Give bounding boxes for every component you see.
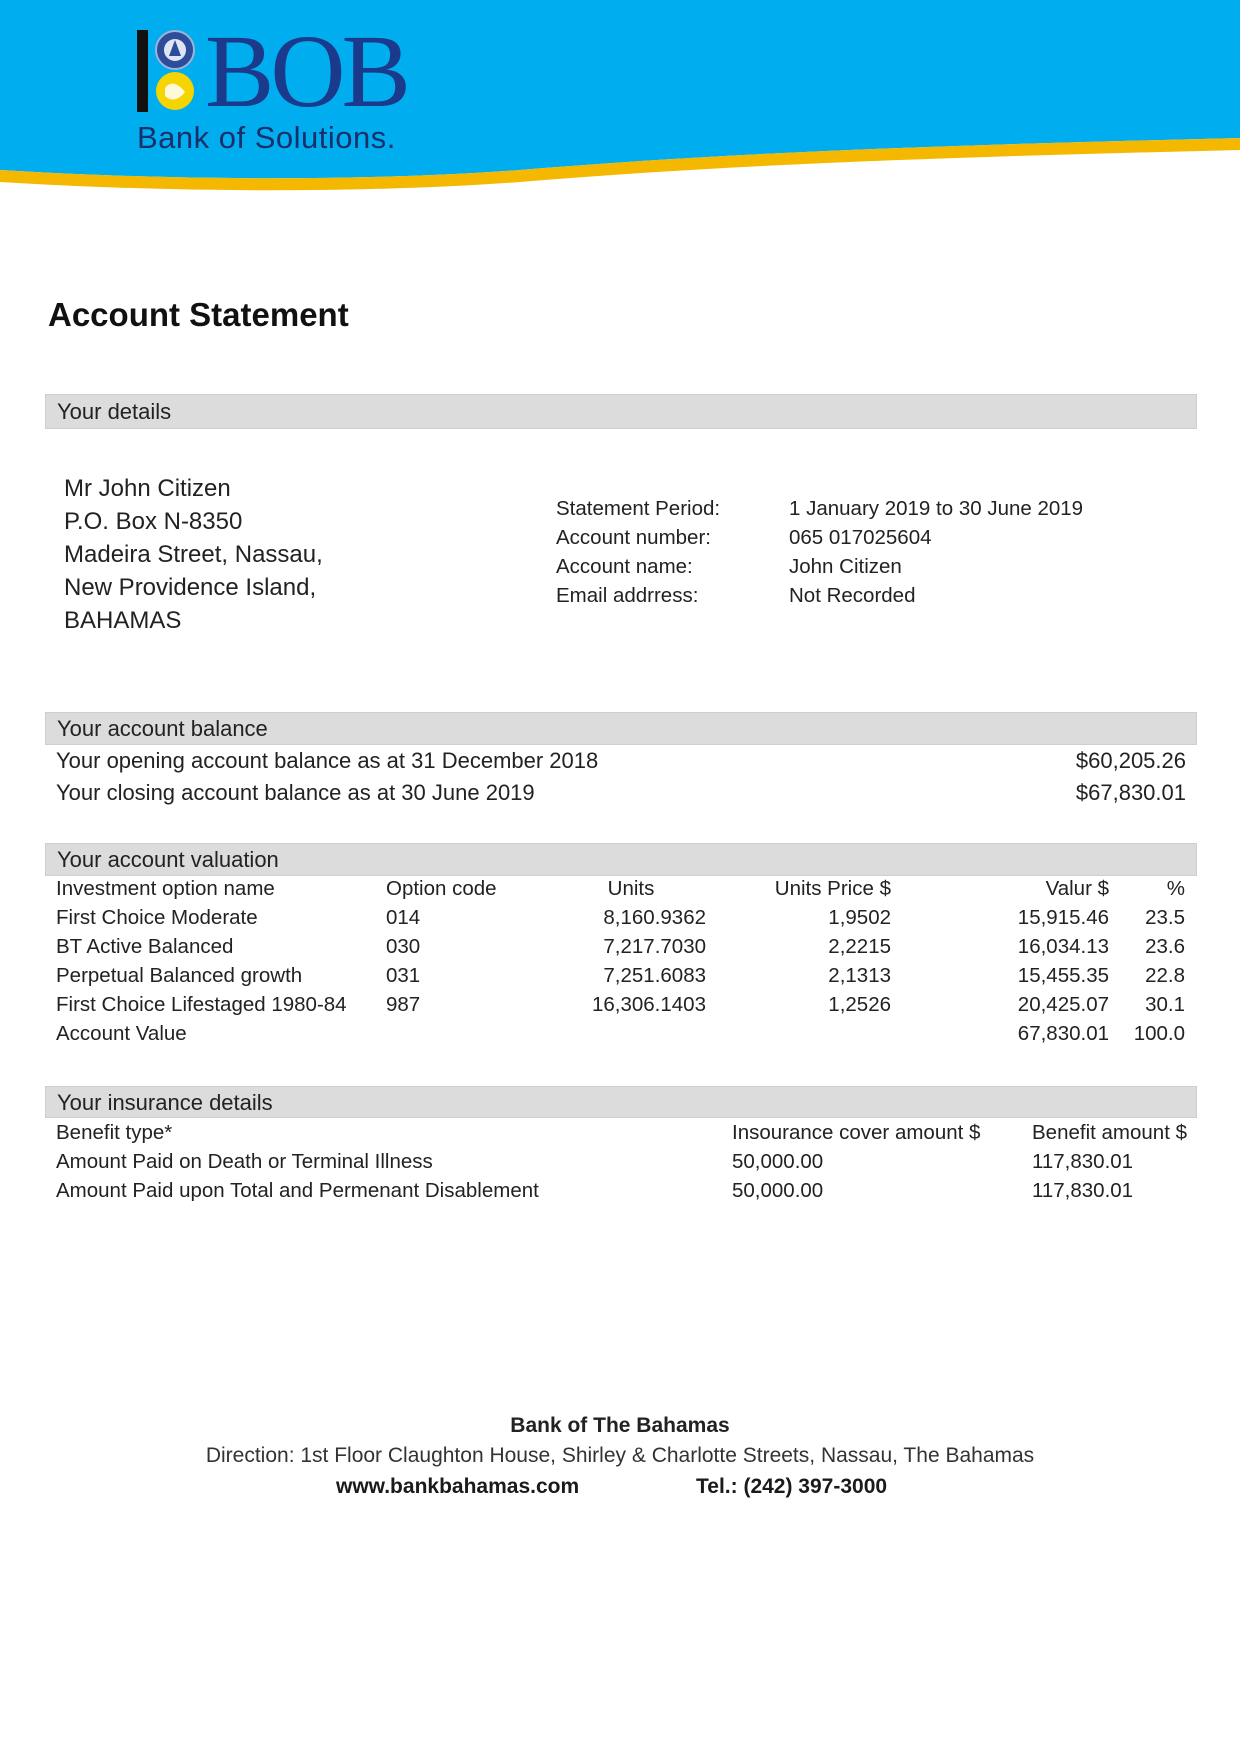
table-row [45,1147,1197,1176]
value: 20,425.07 [1017,992,1109,1016]
insurance-section-bar [45,1086,1197,1118]
option-name: Perpetual Balanced growth [56,963,303,987]
units: 7,217.7030 [603,934,706,958]
option-name: First Choice Moderate [56,905,258,929]
unit-price: 1,9502 [828,905,891,929]
account-number-value: 065 017025604 [789,526,932,549]
bank-seal-icon [137,30,197,112]
column-header: Units [607,876,655,900]
column-header: Option code [386,876,497,900]
bank-tagline: Bank of Solutions. [137,120,396,155]
benefit-amount: 117,830.01 [1032,1150,1134,1173]
footer-bank-name: Bank of The Bahamas [510,1414,730,1437]
footer-website-link[interactable]: www.bankbahamas.com [336,1475,580,1498]
option-code: 987 [386,992,421,1016]
balance-section-label: Your account balance [57,716,268,741]
table-row [45,990,1197,1019]
opening-balance-label: Your opening account balance as at 31 December 2018 [56,748,599,773]
column-header: Benefit type* [56,1121,173,1144]
column-header: Units Price $ [774,876,891,900]
option-name: BT Active Balanced [56,934,234,958]
insurance-section-label: Your insurance details [57,1090,273,1115]
account-value-percent: 100.0 [1133,1021,1185,1045]
units: 16,306.1403 [591,992,706,1016]
insurance-table [45,1118,1197,1205]
table-row [45,961,1197,990]
column-header: Investment option name [56,876,275,900]
option-code: 030 [386,934,421,958]
account-field-values [789,494,1083,610]
percent: 23.6 [1145,934,1185,958]
percent: 23.5 [1145,905,1185,929]
account-value-label: Account Value [56,1021,187,1045]
valuation-section-bar [45,843,1197,876]
statement-period-label: Statement Period: [556,497,721,520]
address-line: New Providence Island, [64,574,317,601]
email-label: Email addrress: [556,584,699,607]
valuation-section-label: Your account valuation [57,847,279,872]
column-header: % [1166,876,1185,900]
footer-direction: Direction: 1st Floor Claughton House, Shirley & Charlotte Streets, Nassau, The Bahamas [205,1444,1035,1467]
units: 8,160.9362 [603,905,706,929]
account-number-label: Account number: [556,526,711,549]
balance-section-bar [45,712,1197,745]
table-row [45,903,1197,932]
customer-address [64,472,323,637]
column-header: Insourance cover amount $ [732,1121,981,1144]
cover-amount: 50,000.00 [732,1150,824,1173]
address-line: Mr John Citizen [64,475,231,502]
unit-price: 2,1313 [828,963,891,987]
details-section-label: Your details [57,399,172,424]
unit-price: 1,2526 [828,992,891,1016]
account-name-value: John Citizen [789,555,902,578]
table-row [45,932,1197,961]
address-line: BAHAMAS [64,607,182,634]
bank-logo-text: BOB [205,14,407,129]
footer-phone: Tel.: (242) 397-3000 [696,1475,888,1498]
percent: 30.1 [1145,992,1185,1016]
email-value: Not Recorded [789,584,916,607]
valuation-header-row [45,874,1197,903]
account-value-row [45,1019,1197,1048]
address-line: Madeira Street, Nassau, [64,541,323,568]
value: 15,455.35 [1017,963,1109,987]
valuation-table [45,874,1197,1048]
benefit-type: Amount Paid on Death or Terminal Illness [56,1150,433,1173]
column-header: Benefit amount $ [1032,1121,1187,1144]
opening-balance-amount: $60,205.26 [1075,748,1186,773]
account-field-labels [556,494,720,610]
option-code: 031 [386,963,421,987]
percent: 22.8 [1145,963,1185,987]
units: 7,251.6083 [603,963,706,987]
statement-period-value: 1 January 2019 to 30 June 2019 [789,497,1084,520]
closing-balance-label: Your closing account balance as at 30 June 2019 [56,780,535,805]
insurance-header-row [45,1118,1197,1147]
address-line: P.O. Box N-8350 [64,508,243,535]
benefit-type: Amount Paid upon Total and Permenant Disablement [56,1179,539,1202]
details-section-bar [45,394,1197,429]
page-title: Account Statement [48,296,349,333]
value: 15,915.46 [1017,905,1109,929]
value: 16,034.13 [1017,934,1109,958]
account-name-label: Account name: [556,555,693,578]
option-name: First Choice Lifestaged 1980-84 [56,992,347,1016]
account-value-total: 67,830.01 [1017,1021,1109,1045]
column-header: Valur $ [1045,876,1109,900]
closing-balance-amount: $67,830.01 [1075,780,1186,805]
unit-price: 2,2215 [828,934,891,958]
benefit-amount: 117,830.01 [1032,1179,1134,1202]
option-code: 014 [386,905,421,929]
table-row [45,1176,1197,1205]
cover-amount: 50,000.00 [732,1179,824,1202]
